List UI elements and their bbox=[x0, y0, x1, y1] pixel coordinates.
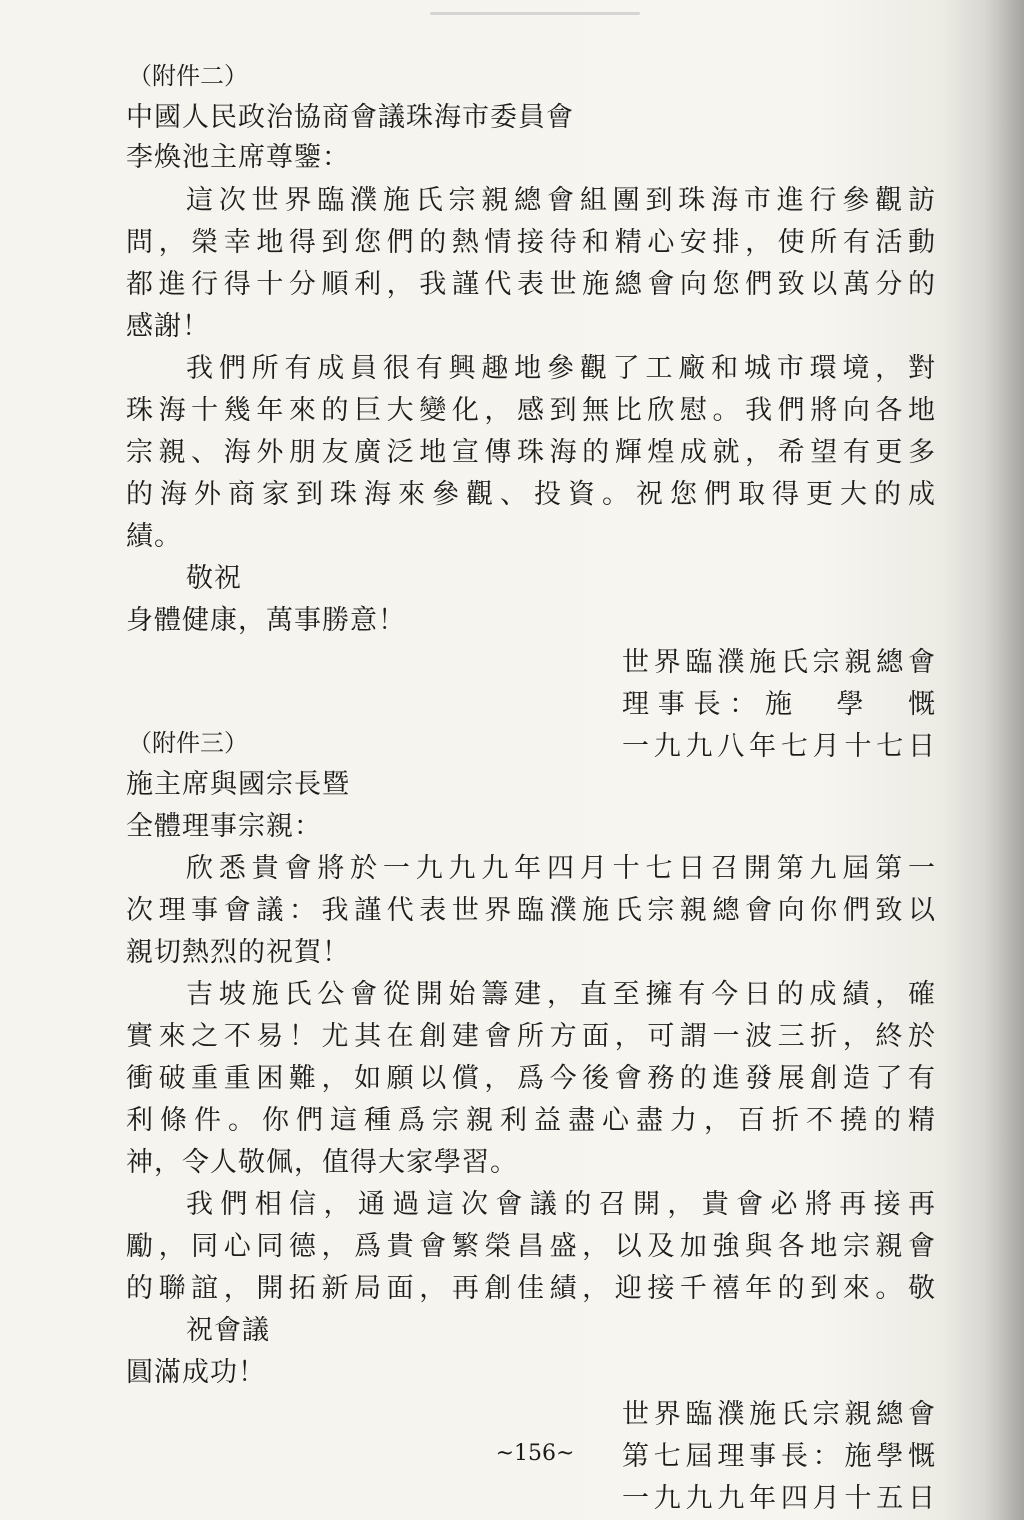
letter-2-p2-line: 神，令人敬佩，值得大家學習。 bbox=[126, 1147, 518, 1178]
letter-1-p1-line: 這次世界臨濮施氏宗親總會組團到珠海市進行參觀訪 bbox=[186, 185, 936, 216]
page-number: ~156~ bbox=[495, 1441, 575, 1466]
letter-1-p1-line: 感謝！ bbox=[126, 311, 210, 342]
attachment-2-label: （附件二） bbox=[128, 62, 248, 90]
scan-mark bbox=[430, 12, 640, 15]
letter-2-recipient: 施主席與國宗長暨 bbox=[126, 769, 350, 800]
letter-2-p1-line: 欣悉貴會將於一九九九年四月十七日召開第九屆第一 bbox=[186, 853, 936, 884]
letter-2-p1-line: 次理事會議：我謹代表世界臨濮施氏宗親總會向你們致以 bbox=[126, 895, 936, 926]
letter-2-signature-date: 一九九九年四月十五日 bbox=[622, 1483, 936, 1514]
letter-1-salutation: 李煥池主席尊鑒： bbox=[126, 142, 350, 173]
attachment-3-label: （附件三） bbox=[128, 729, 248, 757]
letter-2-p2-line: 實來之不易！尤其在創建會所方面，可謂一波三折，終於 bbox=[126, 1021, 936, 1052]
letter-2-p3-line: 的聯誼，開拓新局面，再創佳績，迎接千禧年的到來。敬 bbox=[126, 1273, 936, 1304]
letter-1-signature-name: 理事長：施 學 慨 bbox=[622, 689, 936, 720]
letter-1-closing: 敬祝 bbox=[186, 563, 242, 594]
letter-2-signature-name: 第七屆理事長：施學慨 bbox=[622, 1441, 936, 1472]
letter-2-wish: 圓滿成功！ bbox=[126, 1357, 266, 1388]
letter-2-p2-line: 吉坡施氏公會從開始籌建，直至擁有今日的成績，確 bbox=[186, 979, 936, 1010]
letter-1-p2-line: 宗親、海外朋友廣泛地宣傳珠海的輝煌成就，希望有更多 bbox=[126, 437, 936, 468]
letter-1-recipient: 中國人民政治協商會議珠海市委員會 bbox=[126, 102, 574, 133]
letter-1-p1-line: 問，榮幸地得到您們的熱情接待和精心安排，使所有活動 bbox=[126, 227, 936, 258]
letter-1-p2-line: 我們所有成員很有興趣地參觀了工廠和城市環境，對 bbox=[186, 353, 936, 384]
letter-1-p2-line: 珠海十幾年來的巨大變化，感到無比欣慰。我們將向各地 bbox=[126, 395, 936, 426]
letter-1-p1-line: 都進行得十分順利，我謹代表世施總會向您們致以萬分的 bbox=[126, 269, 936, 300]
letter-2-p3-line: 勵，同心同德，爲貴會繁榮昌盛，以及加強與各地宗親會 bbox=[126, 1231, 936, 1262]
letter-2-closing: 祝會議 bbox=[186, 1315, 270, 1346]
letter-1-signature-org: 世界臨濮施氏宗親總會 bbox=[622, 647, 936, 678]
letter-1-p2-line: 的海外商家到珠海來參觀、投資。祝您們取得更大的成 bbox=[126, 479, 936, 510]
letter-1-wish: 身體健康，萬事勝意！ bbox=[126, 605, 406, 636]
letter-2-p3-line: 我們相信，通過這次會議的召開，貴會必將再接再 bbox=[186, 1189, 936, 1220]
letter-1-signature-date: 一九九八年七月十七日 bbox=[622, 731, 936, 762]
letter-2-salutation: 全體理事宗親： bbox=[126, 811, 322, 842]
letter-2-p2-line: 衝破重重困難，如願以償，爲今後會務的進發展創造了有 bbox=[126, 1063, 936, 1094]
letter-2-signature-org: 世界臨濮施氏宗親總會 bbox=[622, 1399, 936, 1430]
letter-2-p1-line: 親切熱烈的祝賀！ bbox=[126, 937, 350, 968]
page-gutter-shadow bbox=[984, 0, 1024, 1520]
letter-2-p2-line: 利條件。你們這種爲宗親利益盡心盡力，百折不撓的精 bbox=[126, 1105, 936, 1136]
letter-1-p2-line: 績。 bbox=[126, 521, 182, 552]
